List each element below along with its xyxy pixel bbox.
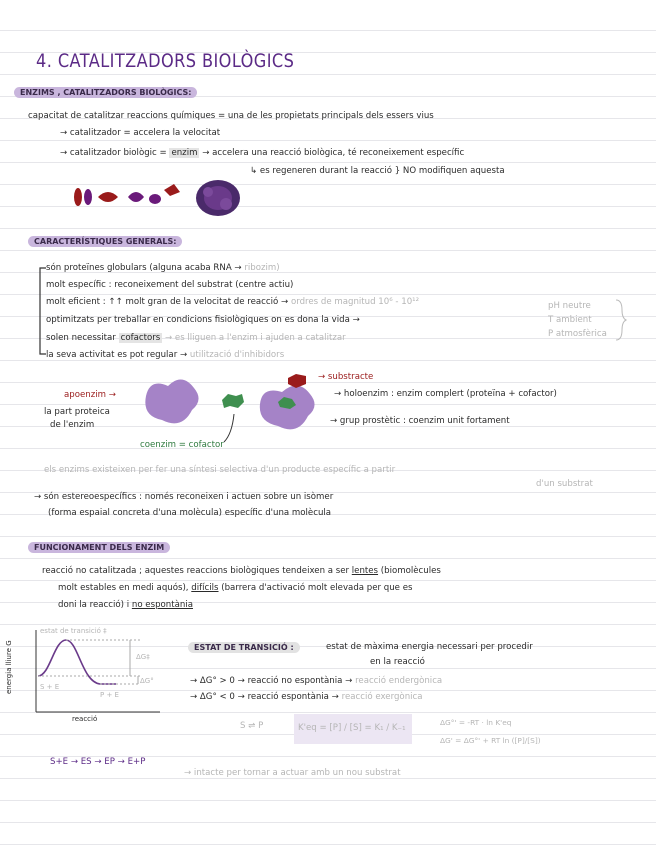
formula-dg1: ΔG°' = -RT · ln K'eq	[440, 718, 512, 727]
estat-r2-grey: reacció exergònica	[341, 692, 423, 702]
reaction-sequence: S+E → ES → EP → E+P	[50, 757, 146, 767]
intro-line-2: → catalitzador = accelera la velocitat	[60, 128, 221, 138]
estat-desc-1: estat de màxima energia necessari per procedir	[326, 642, 533, 652]
bottom-note: → intacte per tornar a actuar amb un nou substrat	[184, 768, 401, 778]
lentes-underlined: lentes	[351, 566, 379, 576]
section-header-enzims: ENZIMS , CATALITZADORS BIOLÒGICS:	[14, 87, 197, 98]
ph-neutre: pH neutre	[548, 301, 591, 311]
graph-p-label: P + E	[100, 691, 119, 699]
intro-line-3	[60, 148, 464, 159]
estat-r1	[190, 676, 442, 687]
estat-desc-2: en la reacció	[370, 657, 425, 667]
energy-diagram	[20, 626, 170, 722]
page-title: 4. CATALITZADORS BIOLÒGICS	[36, 50, 295, 72]
estat-r2-text: → ΔG° < 0 → reacció espontània →	[190, 692, 339, 702]
grey-note-1b: d'un substrat	[536, 479, 593, 489]
p-atmosferica: P atmosfèrica	[548, 329, 607, 339]
estereo-line-2: (forma espaial concreta d'una molècula) específic d'una molècula	[48, 508, 332, 518]
graph-top-label: estat de transició ‡	[40, 627, 107, 635]
estat-r1-text: → ΔG° > 0 → reacció no espontània →	[190, 676, 353, 686]
func-l2b: (barrera d'activació molt elevada per que es	[221, 583, 413, 593]
cofactors-highlight: cofactors	[120, 333, 161, 343]
func-line-3	[58, 600, 193, 611]
graph-dg: ΔG°	[140, 677, 154, 685]
apoenzim-desc-2: de l'enzim	[50, 420, 95, 430]
estat-r1-grey: reacció endergònica	[355, 676, 443, 686]
caract-line-4: optimitzats per treballar en condicions fisiològiques on es dona la vida →	[46, 315, 360, 325]
section-header-caracteristiques: CARACTERÍSTIQUES GENERALS:	[28, 236, 182, 247]
coenzim-label: coenzim = cofactor	[140, 440, 224, 450]
func-l1: reacció no catalitzada ; aquestes reaccions biològiques tendeixen a ser	[42, 566, 350, 576]
no-espontania-underlined: no espontània	[131, 600, 193, 610]
formula-dg2: ΔG' = ΔG°' + RT ln ([P]/[S])	[440, 736, 541, 745]
caract-l6: la seva activitat es pot regular →	[46, 350, 188, 360]
estat-r2	[190, 692, 423, 703]
estat-transicio-label: ESTAT DE TRANSICIÓ :	[188, 642, 300, 653]
caract-l1-grey: ribozim)	[244, 263, 280, 273]
caract-line-6	[46, 350, 284, 361]
caract-line-2: molt específic : reconeixement del substrat (centre actiu)	[46, 280, 294, 290]
func-line-2	[58, 583, 412, 594]
caract-l3: molt eficient : ↑↑ molt gran de la velocitat de reacció →	[46, 297, 289, 307]
section-header-funcionament: FUNCIONAMENT DELS ENZIM	[28, 542, 170, 553]
apoenzim-label: apoenzim →	[64, 390, 116, 400]
func-l2: molt estables en medi aquós),	[58, 583, 189, 593]
intro-line-3c: → accelera una reacció biològica, té reconeixement específic	[202, 148, 465, 158]
graph-ylabel: energia lliure G	[5, 640, 13, 694]
t-ambient: T ambient	[548, 315, 592, 325]
grey-note-1: els enzims existeixen per fer una síntesi selectiva d'un producte específic a partir	[44, 465, 396, 475]
intro-line-1: capacitat de catalitzar reaccions químiques = una de les propietats principals dels essers vius	[28, 111, 434, 121]
apoenzim-desc-1: la part proteica	[44, 407, 110, 417]
caract-line-3	[46, 297, 419, 308]
formula-equilibrium: S ⇌ P	[240, 721, 264, 731]
holoenzim-label: → holoenzim : enzim complert (proteïna + cofactor)	[334, 389, 557, 399]
holoenzyme-diagram	[138, 366, 338, 446]
func-l3: doni la reacció) i	[58, 600, 130, 610]
caract-line-5	[46, 333, 346, 344]
caract-l3-grey: ordres de magnitud 10⁶ - 10¹²	[290, 297, 420, 307]
enzyme-molecules-illustration	[68, 176, 248, 220]
func-l1b: (biomolècules	[380, 566, 441, 576]
graph-xlabel: reacció	[72, 715, 98, 723]
caract-l6-grey: utilització d'inhibidors	[189, 350, 285, 360]
caract-l1: són proteïnes globulars (alguna acaba RNA →	[46, 263, 242, 273]
conditions-brace	[614, 298, 628, 342]
graph-dg-act: ΔG‡	[136, 653, 150, 661]
caract-l5a: solen necessitar	[46, 333, 116, 343]
caract-l5-grey: → es lliguen a l'enzim i ajuden a catalitzar	[164, 333, 346, 343]
intro-line-4: ↳ es regeneren durant la reacció } NO modifiquen aquesta	[250, 166, 505, 176]
formula-keq: K'eq = [P] / [S] = K₁ / K₋₁	[298, 723, 406, 733]
graph-s-label: S + E	[40, 683, 60, 691]
dificils-underlined: difícils	[191, 583, 219, 593]
substracte-label: → substracte	[318, 372, 374, 382]
intro-line-3a: → catalitzador biològic =	[60, 148, 167, 158]
grup-prostetic-label: → grup prostètic : coenzim unit fortament	[330, 416, 510, 426]
func-line-1	[42, 566, 441, 577]
enzim-highlight: enzim	[171, 148, 198, 158]
estereo-line-1: → són estereoespecífics : només reconeixen i actuen sobre un isòmer	[34, 492, 334, 502]
caract-line-1	[46, 263, 280, 274]
